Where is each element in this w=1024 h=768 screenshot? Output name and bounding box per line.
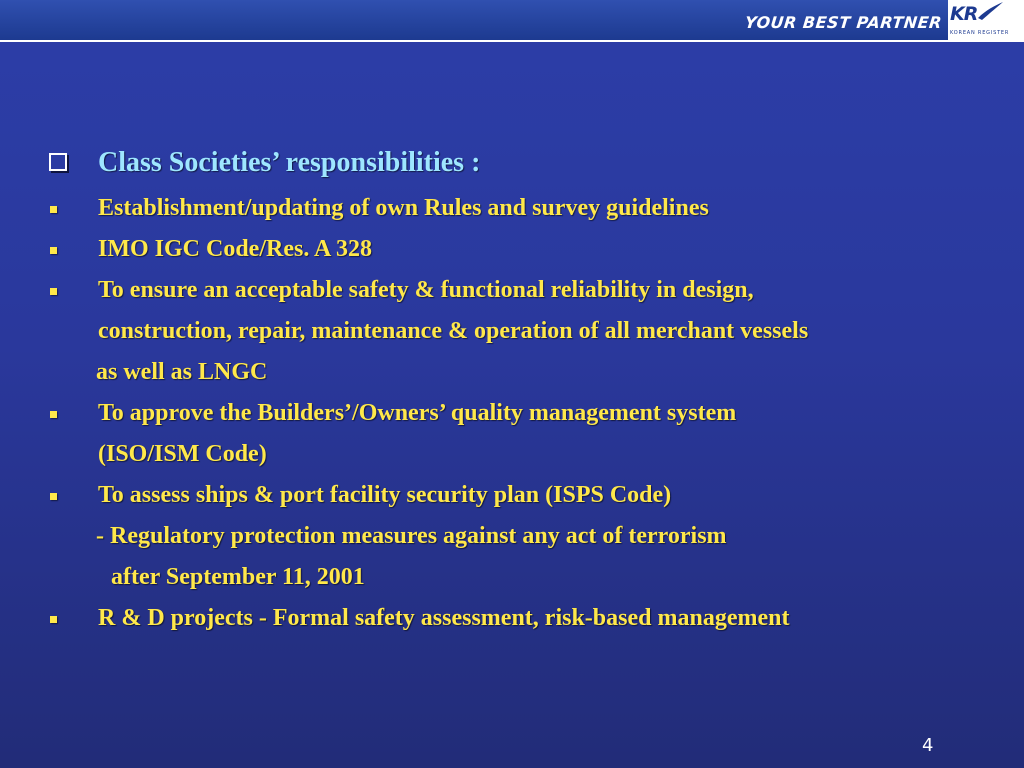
sub-item-text: - Regulatory protection measures against any act of terrorism (96, 523, 727, 549)
page-number: 4 (922, 735, 934, 756)
filled-square-icon (50, 288, 57, 295)
bullet-continuation: as well as LNGC (96, 359, 268, 385)
logo-text: KR (950, 3, 978, 25)
filled-square-icon (50, 247, 57, 254)
bullet-text: R & D projects - Formal safety assessment, risk-based management (98, 605, 790, 631)
logo-subtext: KOREAN REGISTER (950, 30, 1010, 36)
sub-item-continuation: after September 11, 2001 (111, 564, 365, 590)
bullet-text: To approve the Builders’/Owners’ quality management system (98, 400, 737, 426)
bullet-text: To ensure an acceptable safety & functional reliability in design, (98, 277, 754, 303)
hollow-square-icon (49, 153, 67, 171)
bullet-text: Establishment/updating of own Rules and survey guidelines (98, 195, 709, 221)
filled-square-icon (50, 493, 57, 500)
bullet-continuation: construction, repair, maintenance & operation of all merchant vessels (98, 318, 809, 344)
bullet-text: To assess ships & port facility security plan (ISPS Code) (98, 482, 672, 508)
tagline: YOUR BEST PARTNER (744, 13, 943, 32)
bullet-text: IMO IGC Code/Res. A 328 (98, 236, 373, 262)
filled-square-icon (50, 206, 57, 213)
filled-square-icon (50, 616, 57, 623)
filled-square-icon (50, 411, 57, 418)
bullet-continuation: (ISO/ISM Code) (98, 441, 267, 467)
slide-heading: Class Societies’ responsibilities : (98, 147, 481, 178)
